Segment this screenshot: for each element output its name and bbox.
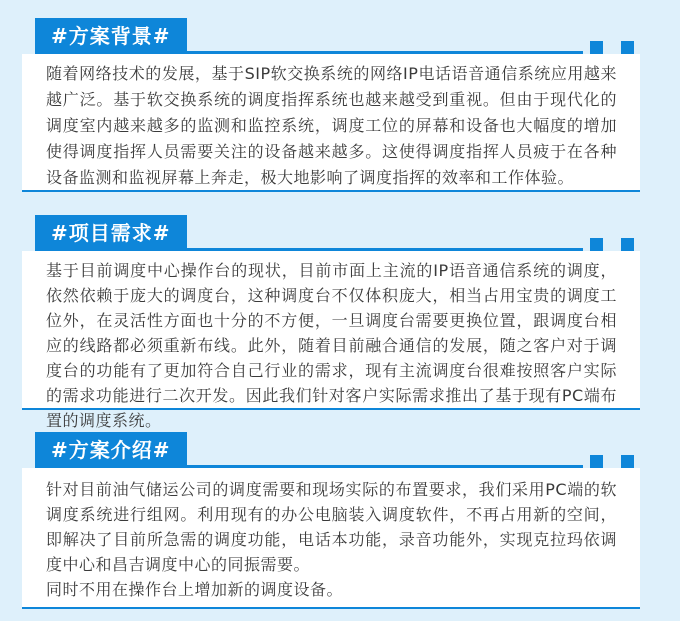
decor-square-icon <box>590 238 603 251</box>
section-solution-background <box>0 18 680 192</box>
decor-square-icon <box>590 41 603 54</box>
section-title-badge <box>35 215 187 251</box>
section-title: #项目需求# <box>51 221 171 245</box>
section-paragraph: 基于目前调度中心操作台的现状，目前市面上主流的IP语音通信系统的调度，依然依赖于庞大的调度台，这种调度台不仅体积庞大，相当占用宝贵的调度工位外，在灵活性方面也十分的不方便，一旦调度台需要更换位置，跟调度台相应的线路都必须重新布线。此外，随着目前融合通信的发展，随之客户对于调度台的功能有了更加符合自己行业的需求，现有主流调度台很难按照客户实际的需求功能进行二次开发。因此我们针对客户实际需求推出了基于现有PC端布置的调度系统。 <box>46 261 617 430</box>
section-title: #方案介绍# <box>51 438 171 462</box>
section-title-badge <box>35 432 187 468</box>
section-project-requirements <box>0 215 680 430</box>
decor-square-icon <box>621 41 634 54</box>
section-card <box>22 54 640 192</box>
section-title: #方案背景# <box>51 24 171 48</box>
section-paragraph: 同时不用在操作台上增加新的调度设备。 <box>46 580 344 599</box>
section-title-badge <box>35 18 187 54</box>
section-card <box>22 468 640 609</box>
section-card <box>22 251 640 430</box>
section-solution-introduction <box>0 432 680 609</box>
section-paragraph: 随着网络技术的发展，基于SIP软交换系统的网络IP电话语音通信系统应用越来越广泛。基于软交换系统的调度指挥系统也越来越受到重视。但由于现代化的调度室内越来越多的监测和监控系统，调度工位的屏幕和设备也大幅度的增加使得调度指挥人员需要关注的设备越来越多。这使得调度指挥人员疲于在各种设备监测和监视屏幕上奔走，极大地影响了调度指挥的效率和工作体验。 <box>46 64 617 187</box>
decor-square-icon <box>621 455 634 468</box>
decor-square-icon <box>621 238 634 251</box>
decor-square-icon <box>590 455 603 468</box>
section-paragraph: 针对目前油气储运公司的调度需要和现场实际的布置要求，我们采用PC端的软调度系统进行组网。利用现有的办公电脑装入调度软件，不再占用新的空间，即解决了目前所急需的调度功能，电话本功能，录音功能外，实现克拉玛依调度中心和昌吉调度中心的同振需要。 <box>46 480 617 574</box>
